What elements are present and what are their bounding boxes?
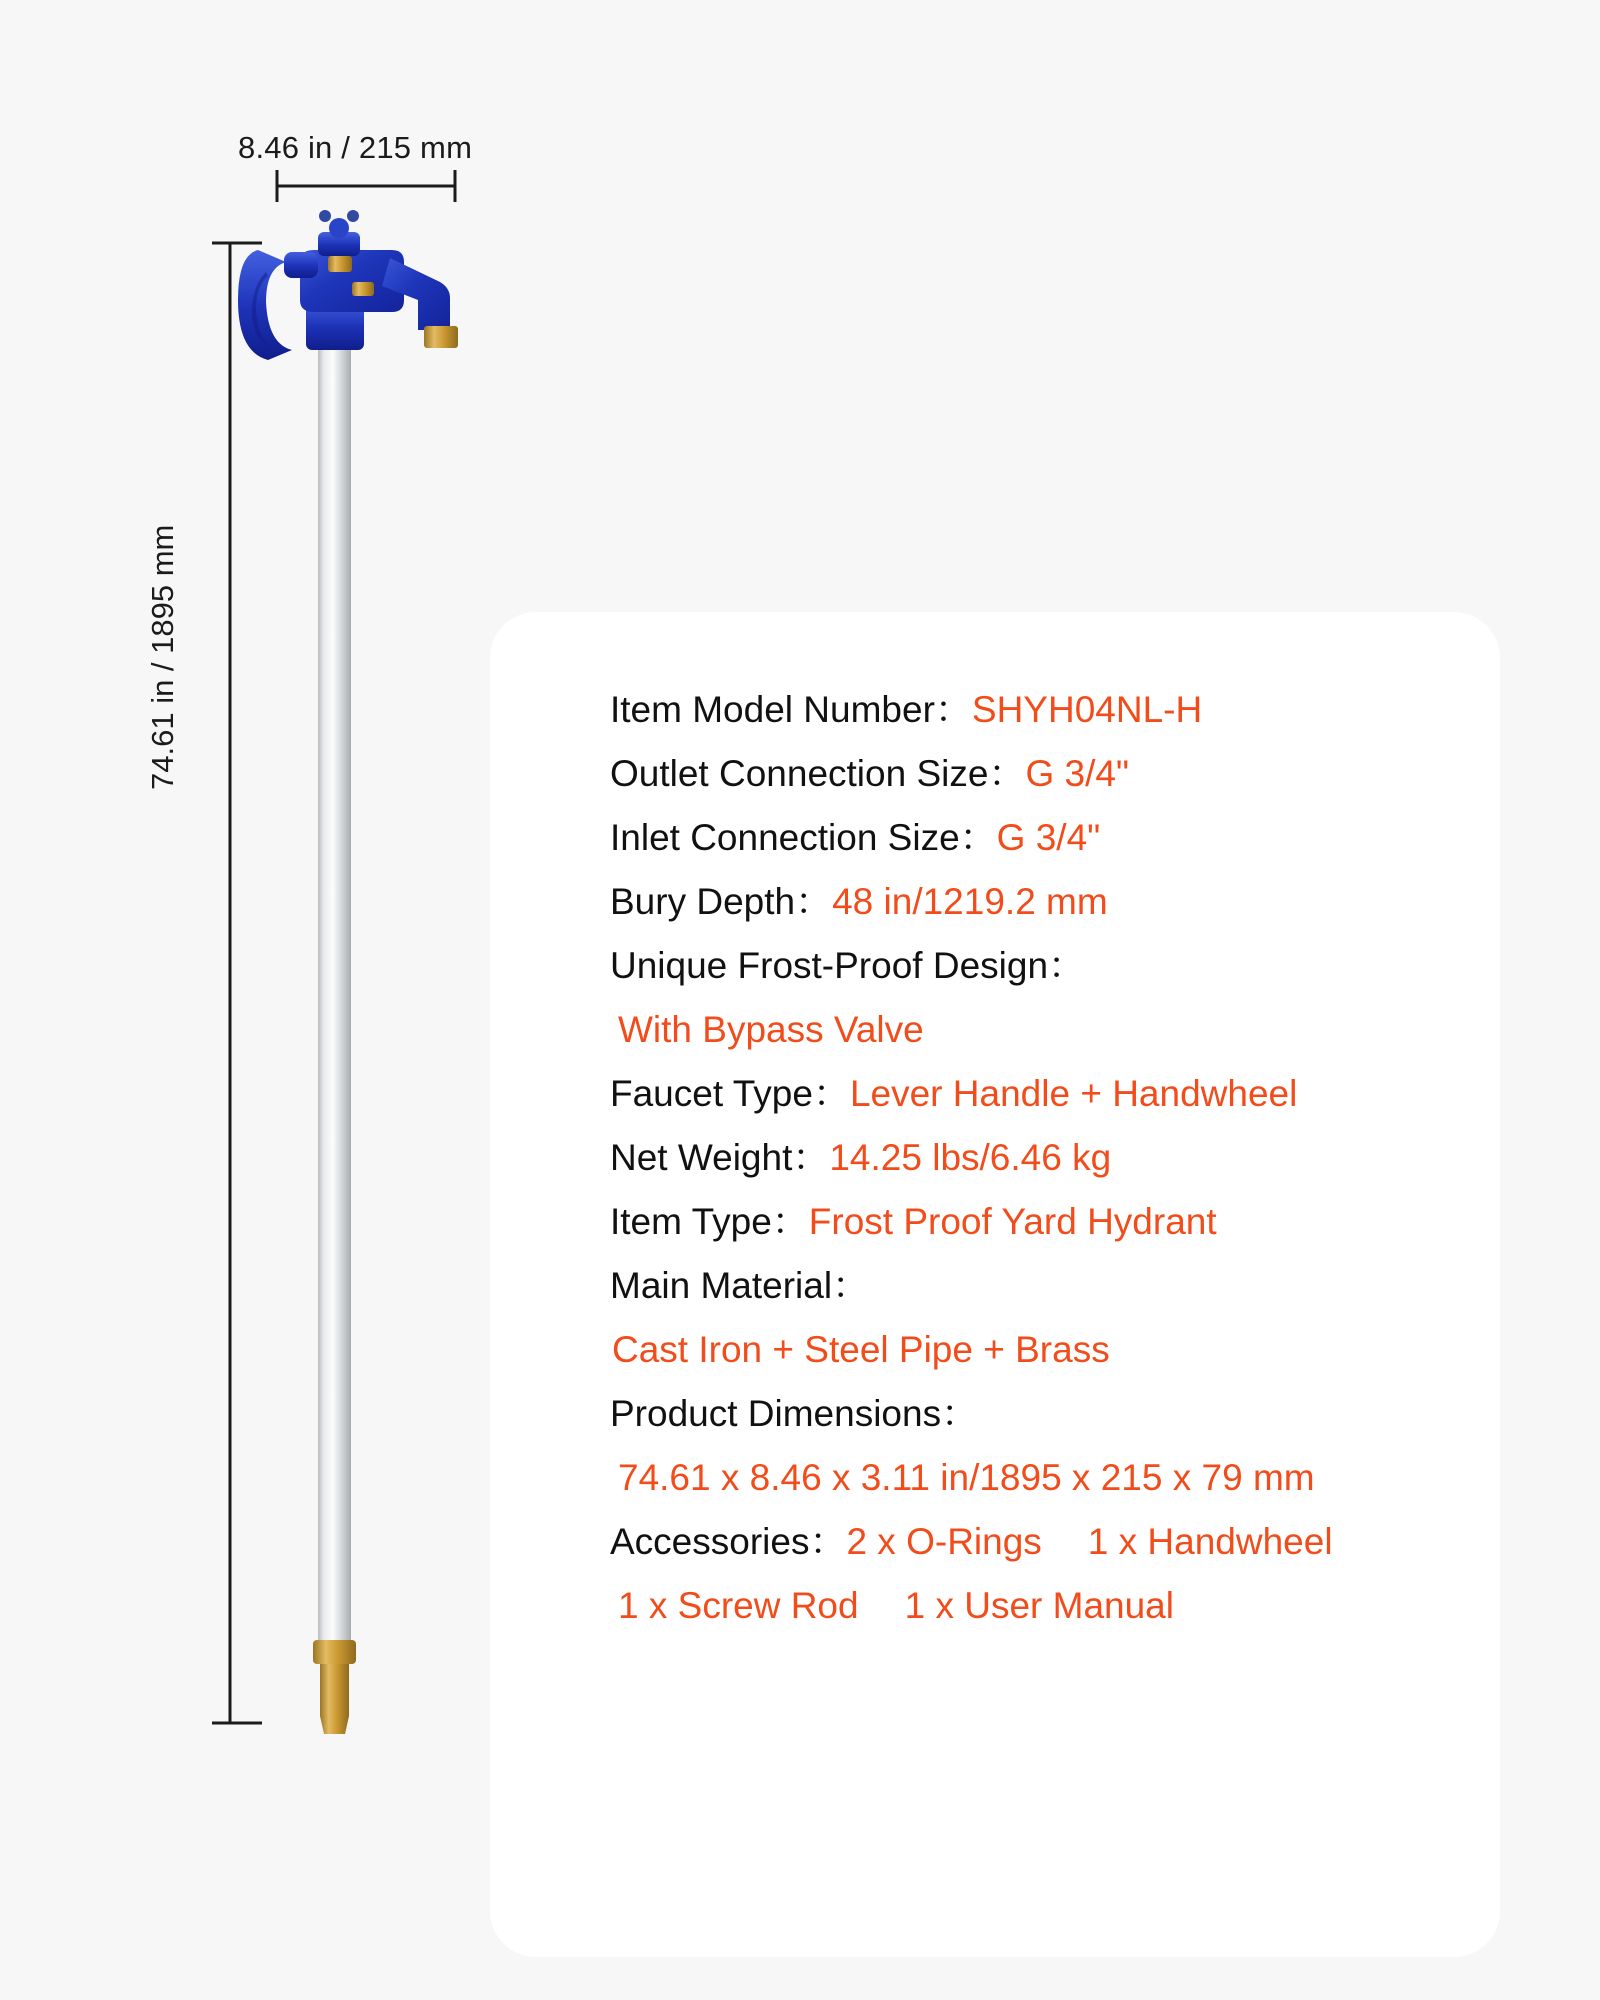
width-dimension-label: 8.46 in / 215 mm (238, 130, 473, 165)
spec-value: Frost Proof Yard Hydrant (808, 1201, 1217, 1242)
spec-row (490, 1446, 1500, 1510)
spec-row (490, 806, 1500, 870)
spec-value: SHYH04NL-H (971, 689, 1203, 730)
spec-label: Main Material： (610, 1265, 870, 1306)
spec-value: With Bypass Valve (618, 1009, 924, 1050)
spec-row (490, 678, 1500, 742)
spec-list (490, 678, 1500, 1638)
spec-label: Product Dimensions： (610, 1393, 979, 1434)
spec-card (490, 612, 1500, 1957)
spec-value: 74.61 x 8.46 x 3.11 in/1895 x 215 x 79 mm (618, 1457, 1315, 1498)
spec-value-secondary: 1 x User Manual (904, 1585, 1174, 1626)
spec-label: Net Weight： (610, 1137, 830, 1178)
spec-label: Bury Depth： (610, 881, 833, 922)
spec-row (490, 1190, 1500, 1254)
spec-row (490, 1126, 1500, 1190)
height-dimension-label: 74.61 in / 1895 mm (145, 524, 180, 790)
spec-row (490, 1510, 1500, 1574)
spec-row (490, 1318, 1500, 1382)
spec-row (490, 1382, 1500, 1446)
spec-label: Item Type： (610, 1201, 809, 1242)
spec-row (490, 1062, 1500, 1126)
spec-row (490, 934, 1500, 998)
spec-row (490, 742, 1500, 806)
spec-label: Outlet Connection Size： (610, 753, 1026, 794)
spec-label: Inlet Connection Size： (610, 817, 997, 858)
spec-row (490, 1254, 1500, 1318)
spec-row (490, 870, 1500, 934)
spec-value: 14.25 lbs/6.46 kg (829, 1137, 1112, 1178)
spec-value-secondary: 1 x Handwheel (1087, 1521, 1333, 1562)
spec-value: 1 x Screw Rod (618, 1585, 859, 1626)
spec-value: 48 in/1219.2 mm (832, 881, 1108, 922)
spec-label: Faucet Type： (610, 1073, 850, 1114)
spec-value: G 3/4" (996, 817, 1101, 858)
spec-label: Accessories： (610, 1521, 847, 1562)
spec-value: G 3/4" (1025, 753, 1130, 794)
spec-value: Lever Handle + Handwheel (849, 1073, 1298, 1114)
spec-value: Cast Iron + Steel Pipe + Brass (612, 1329, 1110, 1370)
spec-row (490, 1574, 1500, 1638)
spec-value: 2 x O-Rings (846, 1521, 1042, 1562)
spec-row (490, 998, 1500, 1062)
spec-label: Unique Frost-Proof Design： (610, 945, 1086, 986)
spec-label: Item Model Number： (610, 689, 972, 730)
